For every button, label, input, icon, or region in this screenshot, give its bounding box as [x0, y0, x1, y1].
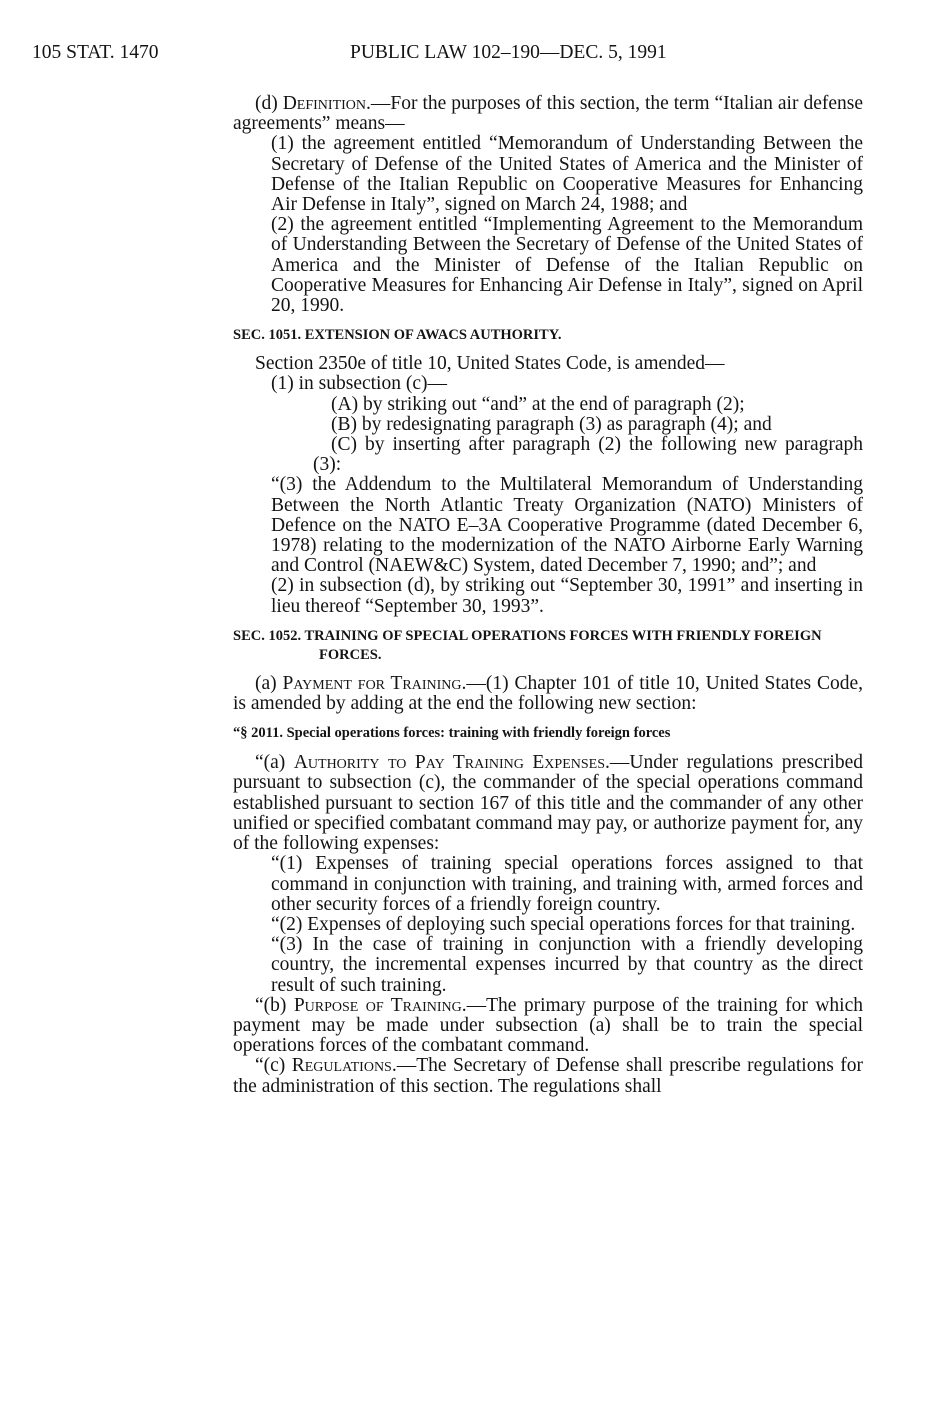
text-run: “(c) — [255, 1055, 292, 1077]
text-run: (1) in subsection (c)— — [271, 373, 447, 395]
text-run: .—For the purposes of this section, the term “Italian air defense agreements” means— — [233, 93, 863, 135]
text-run: (B) by redesignating paragraph (3) as paragraph (4); and — [331, 413, 772, 435]
text-run: .—The Secretary of Defense shall prescribe regulations for the administration of this section. The regulations shall — [233, 1055, 863, 1097]
document-body — [233, 94, 863, 1097]
subsection-heading: Regulations — [291, 1055, 392, 1077]
subsection-heading: Authority to Pay Training Expenses — [293, 752, 605, 774]
paragraph — [233, 935, 863, 996]
paragraph — [233, 395, 863, 415]
text-run: (C) by inserting after paragraph (2) the following new paragraph (3): — [313, 434, 863, 476]
paragraph — [233, 475, 863, 576]
paragraph — [233, 134, 863, 215]
section-heading — [233, 326, 863, 345]
text-run: (1) the agreement entitled “Memorandum of Understanding Between the Secretary of Defense of the United States of America and the Minister of Defense of the Italian Republic on Cooperative Measures for Enhancing Air Defense in Italy”, signed on March 24, 1988; and — [271, 133, 863, 216]
text-run: (A) by striking out “and” at the end of paragraph (2); — [331, 393, 745, 415]
text-run: .—(1) Chapter 101 of title 10, United States Code, is amended by adding at the end the following new section: — [233, 672, 863, 715]
text-run: SEC. 1051. EXTENSION OF AWACS AUTHORITY. — [233, 327, 562, 344]
paragraph — [233, 94, 863, 134]
text-run: “(3) the Addendum to the Multilateral Memorandum of Understanding Between the North Atlantic Treaty Organization (NATO) Ministers of Defence on the NATO E–3A Cooperative Programme (dated December 6, 1978) relating to the modernization of the NATO Airborne Early Warning and Control (NAEW&C) System, dated December 7, 1990; and”; and — [271, 474, 863, 577]
paragraph — [233, 415, 863, 435]
text-run: (2) in subsection (d), by striking out “September 30, 1991” and inserting in lieu thereof “September 30, 1993”. — [271, 575, 863, 617]
paragraph — [233, 576, 863, 616]
text-run: (a) — [255, 672, 283, 694]
text-run: “§ 2011. Special operations forces: training with friendly foreign forces — [233, 725, 671, 742]
paragraph — [233, 354, 863, 374]
code-section-title — [233, 724, 863, 743]
paragraph — [233, 753, 863, 854]
paragraph — [233, 915, 863, 935]
paragraph — [233, 854, 863, 915]
section-heading — [233, 627, 863, 665]
page-reference: 105 STAT. 1470 — [32, 42, 159, 63]
text-run: “(1) Expenses of training special operations forces assigned to that command in conjunction with training, and training with, armed forces and other security forces of a friendly foreign country. — [271, 853, 863, 915]
paragraph — [233, 374, 863, 394]
text-run: SEC. 1052. TRAINING OF SPECIAL OPERATIONS FORCES WITH FRIENDLY FOREIGN FORCES. — [233, 627, 822, 663]
text-run: “(2) Expenses of deploying such special operations forces for that training. — [271, 913, 856, 935]
paragraph — [233, 435, 863, 475]
text-run: (d) — [255, 93, 283, 114]
text-run: “(3) In the case of training in conjunction with a friendly developing country, the incremental expenses incurred by that country as the direct result of such training. — [271, 934, 863, 996]
text-run: .—The primary purpose of the training for which payment may be made under subsection (a) shall be to train the special operations forces of the combatant command. — [233, 994, 863, 1057]
law-title: PUBLIC LAW 102–190—DEC. 5, 1991 — [350, 42, 667, 63]
text-run: .—Under regulations prescribed pursuant to subsection (c), the commander of the special operations command established pursuant to section 167 of this title and the commander of any other unified or specified combatant command may pay, or authorize payment for, any of the following expenses: — [233, 752, 863, 855]
paragraph — [233, 674, 863, 714]
paragraph — [233, 215, 863, 316]
subsection-heading: Purpose of Training — [293, 994, 462, 1016]
subsection-heading: Definition — [282, 93, 367, 114]
text-run: “(b) — [255, 994, 294, 1016]
paragraph — [233, 1056, 863, 1096]
paragraph — [233, 996, 863, 1057]
subsection-heading: Payment for Training — [282, 672, 462, 694]
text-run: “(a) — [255, 752, 294, 774]
text-run: Section 2350e of title 10, United States Code, is amended— — [255, 353, 725, 375]
text-run: (2) the agreement entitled “Implementing Agreement to the Memorandum of Understanding Between the Secretary of Defense of the United States of America and the Minister of Defense of the Italian Republic on Cooperative Measures for Enhancing Air Defense in Italy”, signed on April 20, 1990. — [271, 214, 863, 317]
